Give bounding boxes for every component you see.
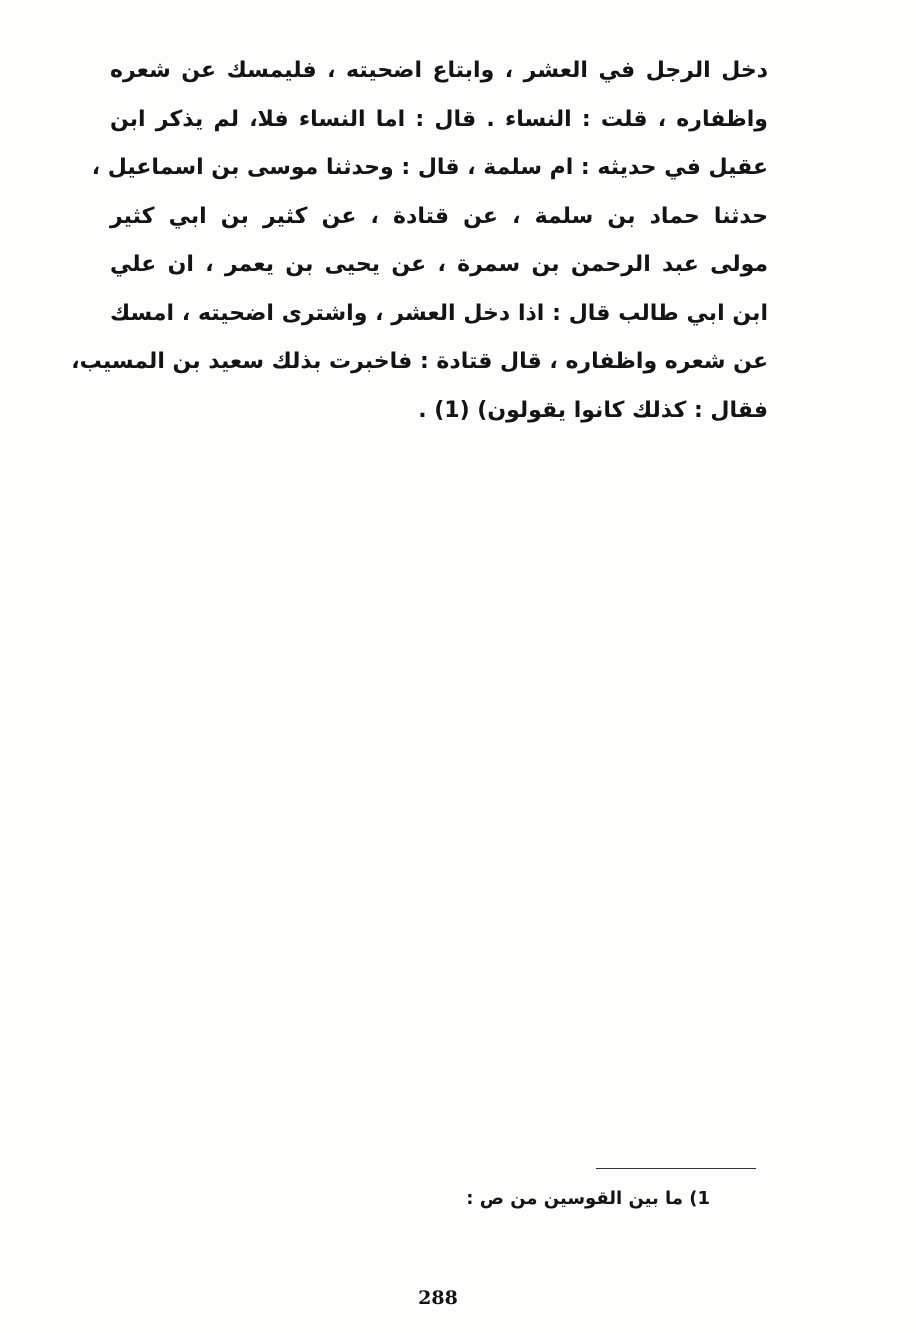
text-line-1: دخل الرجل في العشر ، وابتاع اضحيته ، فليمسك عن شعره bbox=[110, 58, 768, 83]
main-text-block bbox=[71, 47, 768, 435]
text-line-8: فقال : كذلك كانوا يقولون) (1) . bbox=[418, 397, 768, 423]
footnote-divider bbox=[596, 1168, 756, 1169]
text-line-3: عقيل في حديثه : ام سلمة ، قال : وحدثنا موسى بن اسماعيل ، bbox=[91, 155, 768, 180]
page-number: 288 bbox=[418, 1287, 458, 1309]
text-line-2: واظفاره ، قلت : النساء . قال : اما النساء فلا، لم يذكر ابن bbox=[110, 106, 768, 132]
text-line-4: حدثنا حماد بن سلمة ، عن قتادة ، عن كثير بن ابي كثير bbox=[110, 203, 768, 229]
footnote: 1) ما بين القوسين من ص : bbox=[466, 1188, 710, 1209]
text-line-6: ابن ابي طالب قال : اذا دخل العشر ، واشترى اضحيته ، امسك bbox=[110, 300, 768, 326]
text-line-5: مولى عبد الرحمن بن سمرة ، عن يحيى بن يعمر ، ان علي bbox=[110, 252, 768, 277]
text-line-7: عن شعره واظفاره ، قال قتادة : فاخبرت بذلك سعيد بن المسيب، bbox=[71, 349, 768, 374]
